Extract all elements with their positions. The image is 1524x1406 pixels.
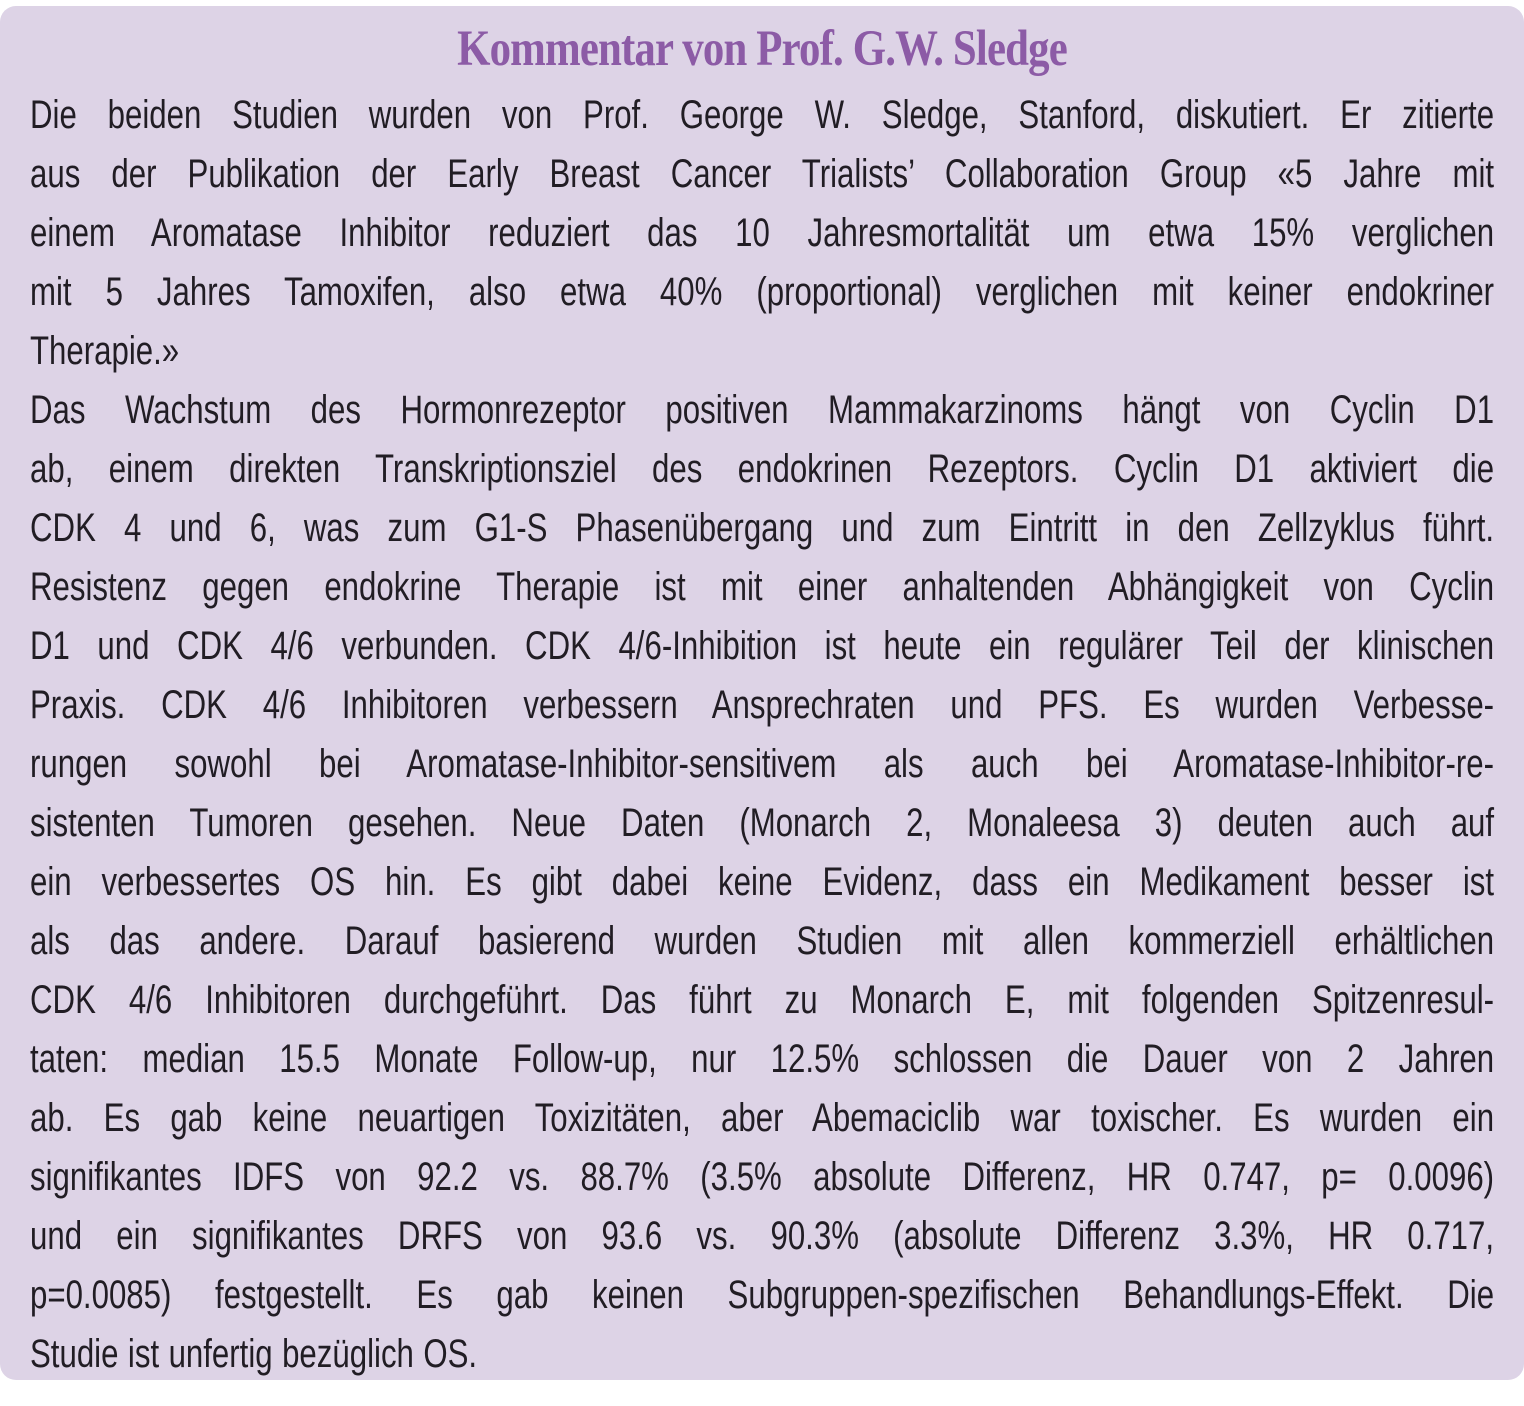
text-line: D1 und CDK 4/6 verbunden. CDK 4/6-Inhibition ist heute ein regulärer Teil der klinischen	[30, 624, 1495, 668]
text-line: signifikantes IDFS von 92.2 vs. 88.7% (3.5% absolute Differenz, HR 0.747, p= 0.0096)	[30, 1155, 1495, 1199]
text-line: Die beiden Studien wurden von Prof. George W. Sledge, Stanford, diskutiert. Er zitierte	[30, 93, 1495, 137]
text-line: p=0.0085) festgestellt. Es gab keinen Subgruppen-spezifischen Behandlungs-Effekt. Die	[30, 1273, 1495, 1317]
comment-paragraph-1	[30, 86, 1494, 381]
comment-title: Kommentar von Prof. G.W. Sledge	[457, 21, 1067, 77]
text-line: Das Wachstum des Hormonrezeptor positiven Mammakarzinoms hängt von Cyclin D1	[30, 388, 1495, 432]
comment-box	[0, 6, 1524, 1380]
comment-paragraph-2	[30, 381, 1494, 1380]
text-line: aus der Publikation der Early Breast Cancer Trialists’ Collaboration Group «5 Jahre mit	[30, 152, 1495, 196]
comment-body	[30, 86, 1494, 1380]
text-line: ab. Es gab keine neuartigen Toxizitäten, aber Abemaciclib war toxischer. Es wurden ein	[30, 1096, 1495, 1140]
text-line: taten: median 15.5 Monate Follow-up, nur 12.5% schlossen die Dauer von 2 Jahren	[30, 1037, 1495, 1081]
text-line: CDK 4/6 Inhibitoren durchgeführt. Das führt zu Monarch E, mit folgenden Spitzenresul-	[30, 978, 1495, 1022]
text-line: Praxis. CDK 4/6 Inhibitoren verbessern Ansprechraten und PFS. Es wurden Verbesse-	[30, 683, 1495, 727]
text-line: Resistenz gegen endokrine Therapie ist mit einer anhaltenden Abhängigkeit von Cyclin	[30, 565, 1495, 609]
text-line: CDK 4 und 6, was zum G1-S Phasenübergang und zum Eintritt in den Zellzyklus führt.	[30, 506, 1495, 550]
text-line: mit 5 Jahres Tamoxifen, also etwa 40% (proportional) verglichen mit keiner endokriner	[30, 270, 1495, 314]
text-line: und ein signifikantes DRFS von 93.6 vs. 90.3% (absolute Differenz 3.3%, HR 0.717,	[30, 1214, 1495, 1258]
text-line: Therapie.»	[30, 329, 180, 373]
text-line: rungen sowohl bei Aromatase-Inhibitor-sensitivem als auch bei Aromatase-Inhibitor-re-	[30, 742, 1495, 786]
text-line: einem Aromatase Inhibitor reduziert das 10 Jahresmortalität um etwa 15% verglichen	[30, 211, 1495, 255]
text-line: als das andere. Darauf basierend wurden Studien mit allen kommerziell erhältlichen	[30, 919, 1495, 963]
text-line: ein verbessertes OS hin. Es gibt dabei keine Evidenz, dass ein Medikament besser ist	[30, 860, 1495, 904]
text-line: sistenten Tumoren gesehen. Neue Daten (Monarch 2, Monaleesa 3) deuten auch auf	[30, 801, 1495, 845]
text-line: ab, einem direkten Transkriptionsziel des endokrinen Rezeptors. Cyclin D1 aktiviert die	[30, 447, 1495, 491]
text-line: Studie ist unfertig bezüglich OS.	[30, 1332, 478, 1376]
